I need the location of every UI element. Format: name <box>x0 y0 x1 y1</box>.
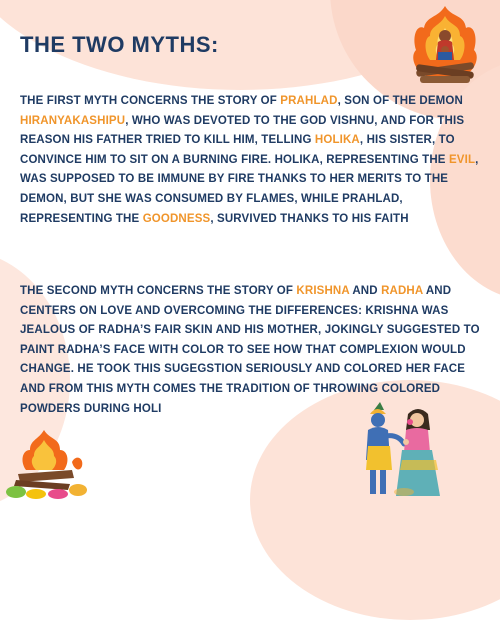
highlight-hiranyakashipu: HIRANYAKASHIPU <box>20 114 126 127</box>
text-segment: , SON OF THE DEMON <box>337 95 463 107</box>
highlight-goodness: GOODNESS <box>142 212 211 225</box>
highlight-evil: EVIL <box>448 153 476 166</box>
text-segment: , HIS SISTER, TO CONVINCE HIM TO SIT ON A BURNING FIRE. HOLIKA, REPRESENTING THE <box>20 134 455 166</box>
highlight-holika: HOLIKA <box>314 134 360 147</box>
text-segment: THE FIRST MYTH CONCERNS THE STORY OF <box>20 95 281 107</box>
text-segment: , WAS SUPPOSED TO BE IMMUNE BY FIRE THANKS TO HER MERITS TO THE DEMON, BUT SHE WAS CONSUMED BY FLAMES, WHILE PRAHLAD, REPRESENTING THE <box>20 153 479 225</box>
highlight-radha: RADHA <box>381 285 423 297</box>
myth-one-paragraph <box>20 92 490 229</box>
text-segment: , SURVIVED THANKS TO HIS FAITH <box>210 212 409 225</box>
page-title: THE TWO MYTHS: <box>20 32 219 57</box>
highlight-krishna: KRISHNA <box>296 285 350 297</box>
text-segment: AND <box>349 285 382 297</box>
highlight-prahlad: PRAHLAD <box>280 95 338 107</box>
text-segment: , WHO WAS DEVOTED TO THE GOD VISHNU, AND FOR THIS REASON HIS FATHER TRIED TO KILL HIM, TELLING <box>20 114 465 147</box>
text-segment: AND CENTERS ON LOVE AND OVERCOMING THE DIFFERENCES: KRISHNA WAS JEALOUS OF RADHA’S FAIR SKIN AND HIS MOTHER, JOKINGLY SUGGESTED TO PAINT RADHA’S FACE WITH COLOR TO SEE HOW THAT COMPLEXION WOULD CHANGE. HE TOOK THIS SUGEGSTION SERIOUSLY AND COLORED HER FACE AND FROM THIS MYTH COMES THE TRADITION OF THROWING COLORED POWDERS DURING HOLI <box>20 285 480 415</box>
radha-krishna-illustration <box>350 400 450 500</box>
text-segment: THE SECOND MYTH CONCERNS THE STORY OF <box>20 285 297 297</box>
holi-bonfire-illustration <box>4 428 88 500</box>
holika-bonfire-illustration <box>408 4 482 88</box>
myth-two-paragraph <box>20 282 490 419</box>
